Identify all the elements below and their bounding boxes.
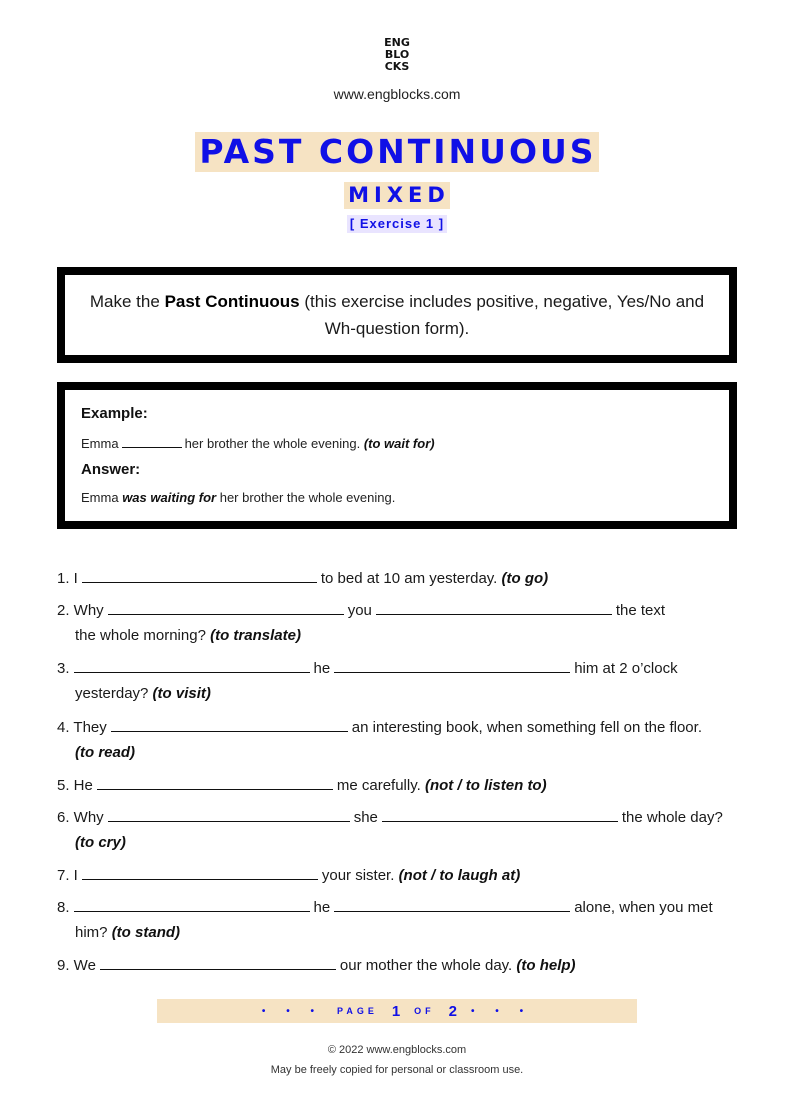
answer-blank[interactable] — [376, 600, 612, 615]
answer-blank[interactable] — [111, 717, 348, 732]
list-item: 3. he him at 2 o’clock — [57, 660, 678, 677]
answer-blank[interactable] — [382, 807, 618, 822]
answer-label: Answer: — [81, 461, 141, 478]
list-item: 9. We our mother the whole day. (to help) — [57, 957, 576, 974]
instruction-box — [57, 267, 737, 363]
list-item: 6. Why she the whole day? — [57, 809, 723, 826]
list-item-continuation: yesterday? (to visit) — [75, 685, 211, 702]
list-item-continuation: (to read) — [75, 744, 135, 761]
answer-blank[interactable] — [74, 897, 310, 912]
answer-blank[interactable] — [82, 568, 317, 583]
example-box — [57, 382, 737, 529]
example-label: Example: — [81, 405, 148, 422]
answer-blank[interactable] — [100, 955, 336, 970]
page-title: PAST CONTINUOUS — [195, 132, 598, 172]
answer-sentence: Emma was waiting for her brother the whole evening. — [81, 490, 396, 505]
exercise-label: [ Exercise 1 ] — [347, 215, 447, 233]
license-note: May be freely copied for personal or classroom use. — [270, 1064, 524, 1076]
list-item-continuation: him? (to stand) — [75, 924, 181, 941]
answer-blank[interactable] — [334, 897, 570, 912]
copyright: © 2022 www.engblocks.com — [327, 1044, 467, 1056]
answer-blank[interactable] — [108, 600, 344, 615]
list-item: 7. I your sister. (not / to laugh at) — [57, 867, 521, 884]
current-page: 1 — [391, 1002, 401, 1020]
list-item: 4. They an interesting book, when something fell on the floor. — [57, 719, 702, 736]
instruction-bold: Past Continuous — [164, 292, 300, 311]
total-pages: 2 — [448, 1002, 458, 1020]
example-blank — [122, 435, 182, 448]
site-url[interactable]: www.engblocks.com — [333, 86, 461, 102]
example-sentence: Emma her brother the whole evening. (to wait for) — [81, 436, 435, 451]
list-item-continuation: the whole morning? (to translate) — [75, 627, 301, 644]
page-subtitle: MIXED — [344, 182, 450, 209]
list-item: 8. he alone, when you met — [57, 899, 713, 916]
instruction-text: Make the Past Continuous (this exercise includes positive, negative, Yes/No and Wh-question form). — [89, 292, 705, 338]
engblocks-logo: ENG BLO CKS — [384, 36, 410, 73]
answer-blank[interactable] — [97, 775, 333, 790]
answer-blank[interactable] — [108, 807, 350, 822]
answer-blank[interactable] — [74, 658, 310, 673]
list-item: 5. He me carefully. (not / to listen to) — [57, 777, 547, 794]
list-item: 1. I to bed at 10 am yesterday. (to go) — [57, 570, 549, 587]
answer-blank[interactable] — [82, 865, 318, 880]
list-item-continuation: (to cry) — [75, 834, 126, 851]
answer-blank[interactable] — [334, 658, 570, 673]
list-item: 2. Why you the text — [57, 602, 666, 619]
page-indicator: • • • PAGE 1 OF 2 • • • — [157, 999, 637, 1023]
